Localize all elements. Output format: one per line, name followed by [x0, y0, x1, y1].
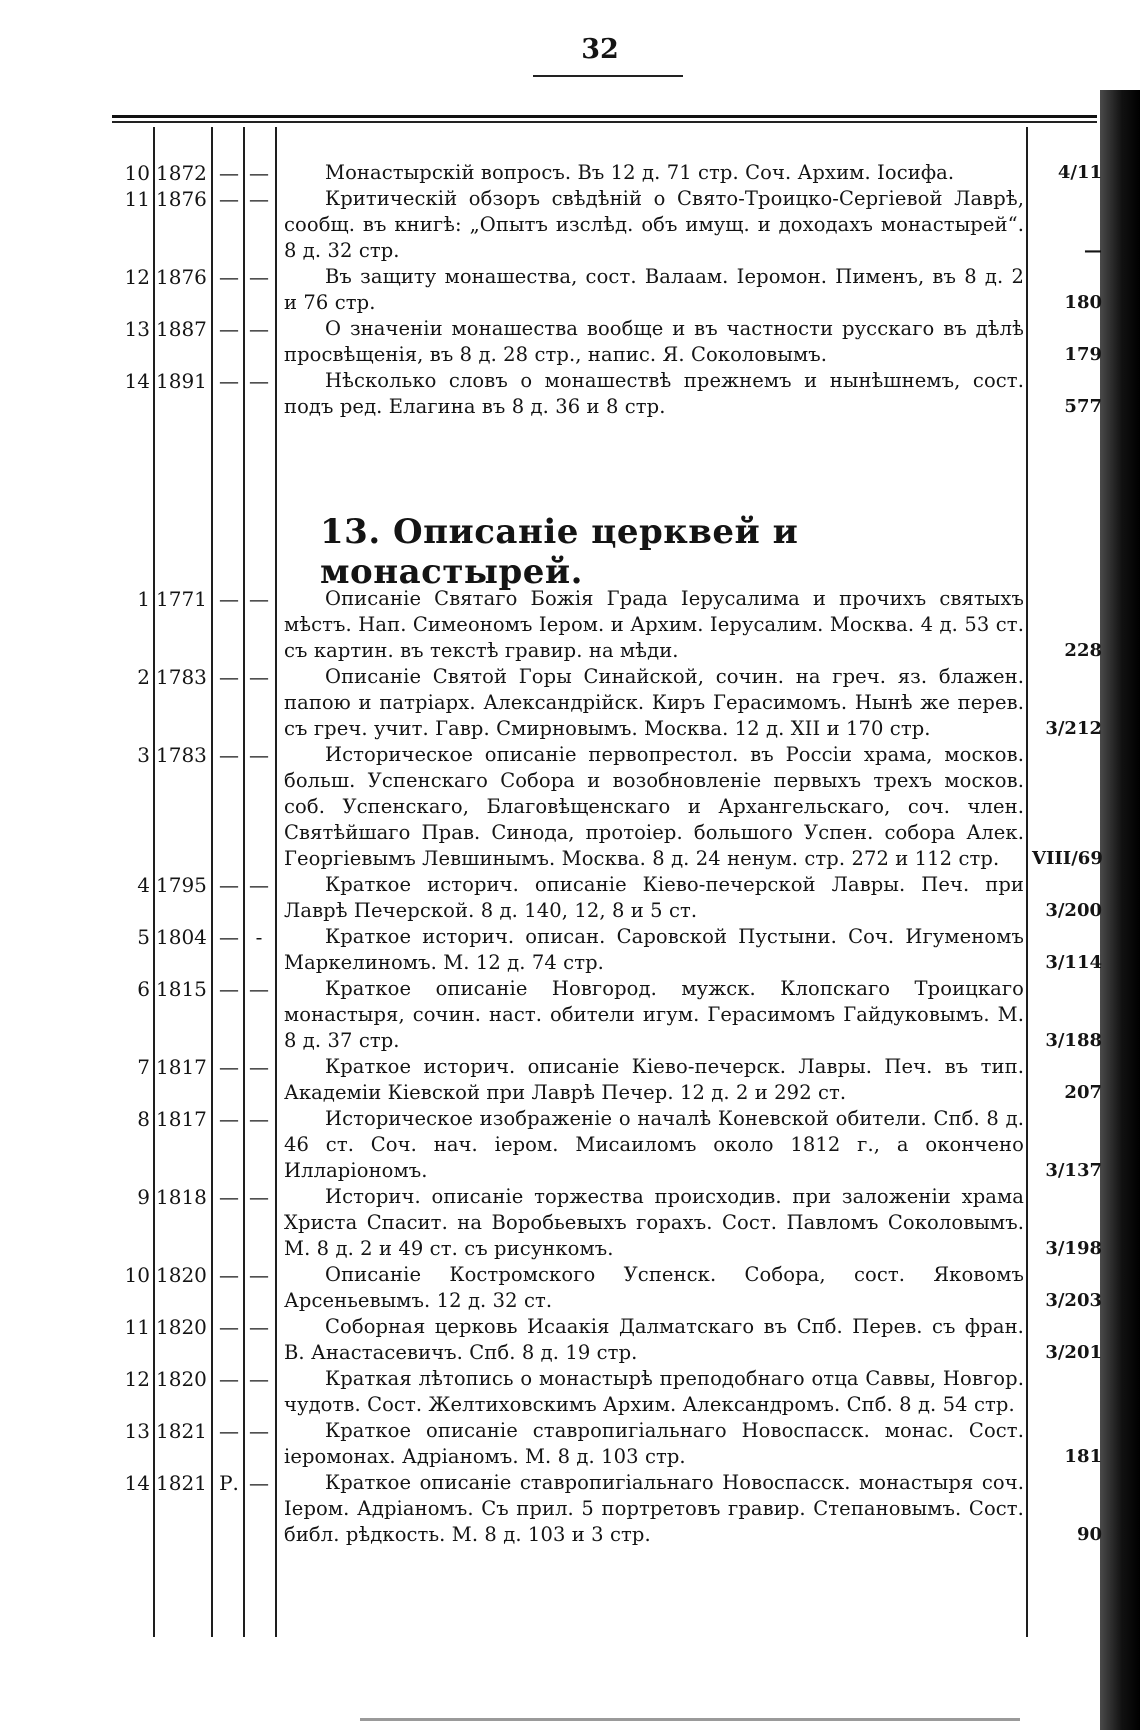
entry-year: 1783 [156, 743, 207, 767]
entry-mark-b: — [249, 1107, 269, 1131]
entry-description: Краткое историч. описан. Саровской Пустыни. Соч. Игуменомъ Маркелиномъ. М. 12 д. 74 стр. [284, 925, 1024, 974]
entry-mark-a: — [219, 1055, 239, 1079]
entry-mark-a: — [219, 1419, 239, 1443]
entry-mark-a: — [219, 187, 239, 211]
section-heading: 13. Описаніе церквей и монастырей. [320, 512, 799, 592]
entry-number: 13 [124, 317, 150, 341]
entry-mark-a: — [219, 665, 239, 689]
entry-description: О значеніи монашества вообще и въ частности русскаго въ дѣлѣ просвѣщенія, въ 8 д. 28 стр., напис. Я. Соколовымъ. [284, 317, 1024, 366]
entry-year: 1818 [156, 1185, 207, 1209]
entry-description: Нѣсколько словъ о монашествѣ прежнемъ и нынѣшнемъ, сост. подъ ред. Елагина въ 8 д. 36 и 8 стр. [284, 369, 1024, 418]
entry-mark-a: — [219, 743, 239, 767]
entry-price: 3/114 [1045, 952, 1102, 973]
entry-number: 11 [124, 187, 150, 211]
entry-mark-b: — [249, 1315, 269, 1339]
entry-mark-b: — [249, 1471, 269, 1495]
entry-year: 1820 [156, 1367, 207, 1391]
entry-number: 8 [137, 1107, 150, 1131]
entry-description: Историч. описаніе торжества происходив. при заложеніи храма Христа Спасит. на Воробьевыхъ горахъ. Сост. Павломъ Соколовымъ. М. 8 д. 2 и 49 ст. съ рисункомъ. [284, 1185, 1024, 1260]
entry-price: — [1084, 240, 1102, 261]
entry-price: 207 [1064, 1082, 1102, 1103]
entry-year: 1887 [156, 317, 207, 341]
entry-year: 1821 [156, 1419, 207, 1443]
page-number-underline [533, 75, 683, 77]
entry-price: 179 [1064, 344, 1102, 365]
entry-mark-b: - [255, 925, 263, 949]
entry-mark-b: — [249, 1419, 269, 1443]
entry-mark-b: — [249, 317, 269, 341]
entry-number: 5 [137, 925, 150, 949]
entry-mark-b: — [249, 1263, 269, 1287]
entry-price: 3/188 [1045, 1030, 1102, 1051]
entry-year: 1876 [156, 187, 207, 211]
entry-mark-b: — [249, 1055, 269, 1079]
entry-year: 1876 [156, 265, 207, 289]
entry-price: 3/198 [1045, 1238, 1102, 1259]
entry-year: 1815 [156, 977, 207, 1001]
entry-mark-b: — [249, 187, 269, 211]
entry-mark-a: — [219, 1263, 239, 1287]
page-number: 32 [581, 34, 619, 65]
entry-description: Краткая лѣтопись о монастырѣ преподобнаго отца Саввы, Новгор. чудотв. Сост. Желтиховскимъ Архим. Александромъ. Спб. 8 д. 54 стр. [284, 1367, 1024, 1416]
entry-price: 90 [1076, 1524, 1102, 1545]
column-rule [1026, 127, 1028, 1637]
entry-number: 14 [124, 369, 150, 393]
entry-mark-b: — [249, 369, 269, 393]
entry-mark-b: — [249, 161, 269, 185]
entry-year: 1817 [156, 1107, 207, 1131]
entry-mark-b: — [249, 265, 269, 289]
entry-mark-a: — [219, 317, 239, 341]
entry-year: 1891 [156, 369, 207, 393]
entry-year: 1820 [156, 1263, 207, 1287]
entry-description: Краткое описаніе Новгород. мужск. Клопскаго Троицкаго монастыря, сочин. наст. обители игум. Герасимомъ Гайдуковымъ. М. 8 д. 37 стр. [284, 977, 1024, 1052]
column-rule [153, 127, 155, 1637]
entry-price: 3/212 [1045, 718, 1102, 739]
entry-mark-b: — [249, 873, 269, 897]
entry-year: 1817 [156, 1055, 207, 1079]
entry-price: 181 [1064, 1446, 1102, 1467]
entry-price: 3/137 [1045, 1160, 1102, 1181]
entry-description: Краткое описаніе ставропигіальнаго Новоспасск. монастыря соч. Іером. Адріаномъ. Съ прил. 5 портретовъ гравир. Степановымъ. Сост. библ. рѣдкость. М. 8 д. 103 и 3 стр. [284, 1471, 1024, 1546]
entry-number: 12 [124, 265, 150, 289]
entry-mark-a: — [219, 873, 239, 897]
entry-price: 3/203 [1045, 1290, 1102, 1311]
column-rule [275, 127, 277, 1637]
entry-year: 1820 [156, 1315, 207, 1339]
entry-mark-a: — [219, 1107, 239, 1131]
entry-number: 10 [124, 161, 150, 185]
entry-year: 1872 [156, 161, 207, 185]
entry-number: 13 [124, 1419, 150, 1443]
header-rule-thick [112, 115, 1097, 118]
entry-description: Монастырскій вопросъ. Въ 12 д. 71 стр. Соч. Архим. Іосифа. [325, 161, 955, 184]
entry-year: 1804 [156, 925, 207, 949]
entry-mark-b: — [249, 587, 269, 611]
entry-number: 2 [137, 665, 150, 689]
entry-mark-b: — [249, 1185, 269, 1209]
entry-price: 180 [1064, 292, 1102, 313]
entry-mark-a: — [219, 369, 239, 393]
entry-year: 1821 [156, 1471, 207, 1495]
entry-description: Описаніе Святаго Божія Града Іерусалима и прочихъ святыхъ мѣстъ. Нап. Симеономъ Іером. и Архим. Іерусалим. Москва. 4 д. 53 ст. съ картин. въ текстѣ гравир. на мѣди. [284, 587, 1024, 662]
entry-number: 14 [124, 1471, 150, 1495]
entry-mark-a: — [219, 587, 239, 611]
entry-description: Описаніе Костромского Успенск. Собора, сост. Яковомъ Арсеньевымъ. 12 д. 32 ст. [284, 1263, 1024, 1312]
entry-mark-b: — [249, 1367, 269, 1391]
entry-description: Краткое историч. описаніе Кіево-печерской Лавры. Печ. при Лаврѣ Печерской. 8 д. 140, 12, 8 и 5 ст. [284, 873, 1024, 922]
entry-price: VIII/69 [1032, 848, 1103, 869]
entry-price: 577 [1064, 396, 1102, 417]
entry-year: 1795 [156, 873, 207, 897]
entry-number: 4 [137, 873, 150, 897]
entry-mark-a: — [219, 925, 239, 949]
entry-number: 11 [124, 1315, 150, 1339]
entry-description: Историческое описаніе первопрестол. въ Россіи храма, москов. больш. Успенскаго Собора и возобновленіе первыхъ трехъ москов. соб. Успенскаго, Благовѣщенскаго и Архангельскаго, соч. член. Святѣйшаго Прав. Синода, протоіер. большого Успен. собора Алек. Георгіевымъ Левшинымъ. Москва. 8 д. 24 ненум. стр. 272 и 112 стр. [284, 743, 1024, 870]
entry-description: Критическій обзоръ свѣдѣній о Свято-Троицко-Сергіевой Лаврѣ, сообщ. въ книгѣ: „Опытъ изслѣд. объ имущ. и доходахъ монастырей“. 8 д. 32 стр. [284, 187, 1024, 262]
entry-description: Соборная церковь Исаакія Далматскаго въ Спб. Перев. съ фран. В. Анастасевичъ. Спб. 8 д. 19 стр. [284, 1315, 1024, 1364]
entry-mark-a: — [219, 161, 239, 185]
entry-mark-a: — [219, 1367, 239, 1391]
entry-mark-a: — [219, 1185, 239, 1209]
entry-description: Краткое историч. описаніе Кіево-печерск. Лавры. Печ. въ тип. Академіи Кіевской при Лаврѣ Печер. 12 д. 2 и 292 ст. [284, 1055, 1024, 1104]
entry-mark-a: Р. [219, 1471, 239, 1495]
entry-price: 3/200 [1045, 900, 1102, 921]
entry-number: 9 [137, 1185, 150, 1209]
entry-price: 3/201 [1045, 1342, 1102, 1363]
entry-number: 7 [137, 1055, 150, 1079]
entry-mark-b: — [249, 743, 269, 767]
entry-description: Описаніе Святой Горы Синайской, сочин. на греч. яз. блажен. папою и патріарх. Александрійск. Киръ Герасимомъ. Нынѣ же перев. съ греч. учит. Гавр. Смирновымъ. Москва. 12 д. XII и 170 стр. [284, 665, 1024, 740]
entry-mark-a: — [219, 265, 239, 289]
entry-number: 1 [137, 587, 150, 611]
entry-description: Историческое изображеніе о началѣ Коневской обители. Спб. 8 д. 46 ст. Соч. нач. іером. Мисаиломъ около 1812 г., а окончено Илларіономъ. [284, 1107, 1024, 1182]
entry-mark-b: — [249, 665, 269, 689]
entry-price: 4/11 [1057, 162, 1102, 183]
header-rule-thin [112, 121, 1097, 123]
entry-description: Въ защиту монашества, сост. Валаам. Іеромон. Пименъ, въ 8 д. 2 и 76 стр. [284, 265, 1024, 314]
entry-number: 10 [124, 1263, 150, 1287]
entry-description: Краткое описаніе ставропигіальнаго Новоспасск. монас. Сост. іеромонах. Адріаномъ. М. 8 д. 103 стр. [284, 1419, 1024, 1468]
scan-bottom-mark [360, 1718, 1020, 1721]
entry-mark-a: — [219, 1315, 239, 1339]
entry-year: 1783 [156, 665, 207, 689]
entry-number: 12 [124, 1367, 150, 1391]
entry-mark-b: — [249, 977, 269, 1001]
entry-year: 1771 [156, 587, 207, 611]
entry-number: 3 [137, 743, 150, 767]
entry-price: 228 [1064, 640, 1102, 661]
entry-number: 6 [137, 977, 150, 1001]
scan-edge-shadow [1100, 90, 1140, 1730]
entry-mark-a: — [219, 977, 239, 1001]
